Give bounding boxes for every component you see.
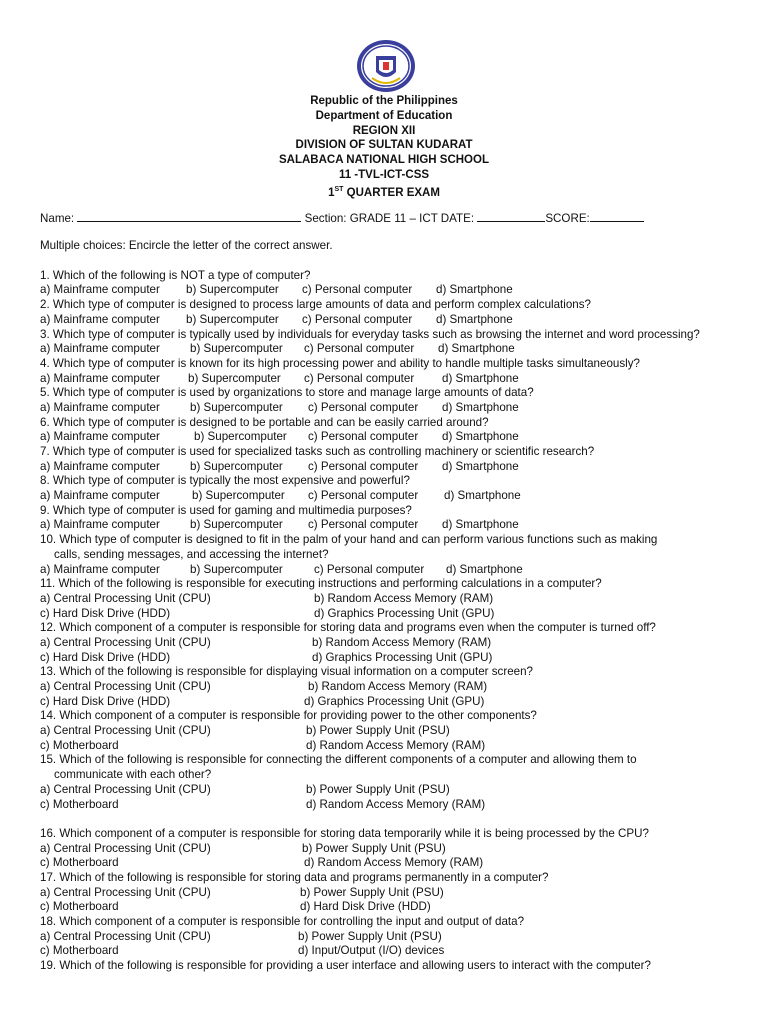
score-label: SCORE:	[545, 212, 590, 225]
question-7: 7. Which type of computer is used for specialized tasks such as controlling machinery or scientific research?	[40, 445, 595, 459]
choice-b[interactable]: b) Power Supply Unit (PSU)	[306, 782, 450, 796]
choices-13-ab	[40, 680, 732, 695]
question-8: 8. Which type of computer is typically the most expensive and powerful?	[40, 474, 410, 488]
choice-d[interactable]: d) Smartphone	[442, 400, 519, 414]
choice-b[interactable]: b) Supercomputer	[190, 400, 283, 414]
question-13: 13. Which of the following is responsible for displaying visual information on a computer screen?	[40, 665, 533, 679]
choices-17-cd	[40, 900, 732, 915]
choices-13-cd	[40, 695, 732, 710]
choice-d[interactable]: d) Smartphone	[442, 371, 519, 385]
choice-a[interactable]: a) Mainframe computer	[40, 283, 160, 297]
choice-c[interactable]: c) Personal computer	[304, 342, 415, 356]
choices-15-cd	[40, 798, 732, 813]
choices-7	[40, 460, 732, 475]
choice-d[interactable]: d) Smartphone	[442, 459, 519, 473]
question-5: 5. Which type of computer is used by organizations to store and manage large amounts of data?	[40, 386, 534, 400]
choices-9	[40, 518, 732, 533]
choice-c[interactable]: c) Personal computer	[308, 489, 419, 503]
exam-title: 1ST QUARTER EXAM	[328, 185, 440, 199]
choice-d[interactable]: d) Graphics Processing Unit (GPU)	[314, 606, 495, 620]
choice-b[interactable]: b) Power Supply Unit (PSU)	[306, 724, 450, 738]
choice-c[interactable]: c) Personal computer	[302, 312, 413, 326]
choice-b[interactable]: b) Supercomputer	[188, 371, 281, 385]
choice-a[interactable]: a) Central Processing Unit (CPU)	[40, 724, 211, 738]
choices-2	[40, 313, 732, 328]
choice-b[interactable]: b) Random Access Memory (RAM)	[308, 680, 488, 694]
name-blank[interactable]	[77, 210, 301, 222]
choice-a[interactable]: a) Mainframe computer	[40, 459, 160, 473]
choice-c[interactable]: c) Personal computer	[308, 400, 419, 414]
choice-d[interactable]: d) Random Access Memory (RAM)	[306, 797, 486, 811]
choices-16-cd	[40, 856, 732, 871]
choice-a[interactable]: a) Mainframe computer	[40, 562, 160, 576]
question-2: 2. Which type of computer is designed to process large amounts of data and perform complex calculations?	[40, 298, 591, 312]
choice-a[interactable]: a) Central Processing Unit (CPU)	[40, 680, 211, 694]
question-6: 6. Which type of computer is designed to be portable and can be easily carried around?	[40, 415, 489, 429]
question-12: 12. Which component of a computer is responsible for storing data and programs even when the computer is turned off?	[40, 621, 656, 635]
choice-b[interactable]: b) Supercomputer	[190, 342, 283, 356]
choice-d[interactable]: d) Smartphone	[442, 430, 519, 444]
name-label: Name:	[40, 212, 75, 225]
choice-c[interactable]: c) Hard Disk Drive (HDD)	[40, 650, 171, 664]
choices-16-ab	[40, 842, 732, 857]
choice-d[interactable]: d) Random Access Memory (RAM)	[306, 738, 486, 752]
department-line: Department of Education	[315, 109, 453, 122]
choice-b[interactable]: b) Power Supply Unit (PSU)	[302, 841, 446, 855]
choice-b[interactable]: b) Random Access Memory (RAM)	[314, 591, 494, 605]
school-line: SALABACA NATIONAL HIGH SCHOOL	[279, 154, 489, 167]
date-blank[interactable]	[477, 210, 545, 222]
question-17: 17. Which of the following is responsible for storing data and programs permanently in a computer?	[40, 871, 549, 885]
choices-18-ab	[40, 930, 732, 945]
choice-c[interactable]: c) Personal computer	[302, 283, 413, 297]
choice-b[interactable]: b) Supercomputer	[190, 518, 283, 532]
division-line: DIVISION OF SULTAN KUDARAT	[295, 139, 473, 152]
choices-18-cd	[40, 944, 732, 959]
student-info-line	[40, 210, 732, 225]
question-11: 11. Which of the following is responsible for executing instructions and performing calculations in a computer?	[40, 577, 602, 591]
question-15: 15. Which of the following is responsible for connecting the different components of a computer and allowing them to communicate with each other?	[40, 753, 637, 782]
choices-5	[40, 401, 732, 416]
exam-body	[40, 210, 732, 974]
choice-c[interactable]: c) Personal computer	[308, 430, 419, 444]
choice-b[interactable]: b) Power Supply Unit (PSU)	[300, 885, 444, 899]
choice-a[interactable]: a) Central Processing Unit (CPU)	[40, 635, 211, 649]
strand-line: 11 -TVL-ICT-CSS	[338, 168, 430, 181]
choice-c[interactable]: c) Motherboard	[40, 856, 119, 870]
section-label: Section: GRADE 11 – ICT DATE:	[304, 212, 475, 225]
choices-15-ab	[40, 783, 732, 798]
choice-a[interactable]: a) Central Processing Unit (CPU)	[40, 885, 211, 899]
choice-b[interactable]: b) Supercomputer	[192, 489, 285, 503]
choice-c[interactable]: c) Personal computer	[314, 562, 425, 576]
choice-b[interactable]: b) Power Supply Unit (PSU)	[298, 929, 442, 943]
choices-8	[40, 489, 732, 504]
choices-4	[40, 372, 732, 387]
choice-c[interactable]: c) Motherboard	[40, 738, 119, 752]
question-4: 4. Which type of computer is known for its high processing power and ability to handle multiple tasks simultaneously?	[40, 356, 640, 370]
choice-b[interactable]: b) Supercomputer	[186, 312, 279, 326]
choices-1	[40, 283, 732, 298]
choice-d[interactable]: d) Smartphone	[446, 562, 523, 576]
question-3: 3. Which type of computer is typically used by individuals for everyday tasks such as browsing the internet and word processing?	[40, 327, 700, 341]
instructions: Multiple choices: Encircle the letter of the correct answer.	[40, 239, 333, 253]
choice-d[interactable]: d) Input/Output (I/O) devices	[298, 944, 445, 958]
choices-12-ab	[40, 636, 732, 651]
choice-a[interactable]: a) Central Processing Unit (CPU)	[40, 841, 211, 855]
choices-3	[40, 342, 732, 357]
choices-11-cd	[40, 607, 732, 622]
choice-d[interactable]: d) Graphics Processing Unit (GPU)	[312, 650, 493, 664]
choice-c[interactable]: c) Personal computer	[304, 371, 415, 385]
choice-a[interactable]: a) Mainframe computer	[40, 430, 160, 444]
choice-c[interactable]: c) Personal computer	[308, 518, 419, 532]
choice-d[interactable]: d) Smartphone	[438, 342, 515, 356]
choice-a[interactable]: a) Mainframe computer	[40, 342, 160, 356]
choice-d[interactable]: d) Smartphone	[444, 489, 521, 503]
question-9: 9. Which type of computer is used for gaming and multimedia purposes?	[40, 503, 412, 517]
choice-c[interactable]: c) Hard Disk Drive (HDD)	[40, 694, 171, 708]
choice-b[interactable]: b) Supercomputer	[190, 459, 283, 473]
question-16: 16. Which component of a computer is responsible for storing data temporarily while it is being processed by the CPU?	[40, 826, 649, 840]
choice-c[interactable]: c) Personal computer	[308, 459, 419, 473]
choice-a[interactable]: a) Mainframe computer	[40, 518, 160, 532]
question-18: 18. Which component of a computer is responsible for controlling the input and output of data?	[40, 915, 525, 929]
deped-seal-logo	[354, 38, 418, 94]
choice-a[interactable]: a) Mainframe computer	[40, 400, 160, 414]
choices-14-ab	[40, 724, 732, 739]
choice-a[interactable]: a) Mainframe computer	[40, 489, 160, 503]
choice-d[interactable]: d) Smartphone	[436, 312, 513, 326]
choices-17-ab	[40, 886, 732, 901]
choices-14-cd	[40, 739, 732, 754]
choices-11-ab	[40, 592, 732, 607]
score-blank[interactable]	[590, 210, 644, 222]
choice-c[interactable]: c) Motherboard	[40, 900, 119, 914]
choices-10	[40, 563, 732, 578]
choice-a[interactable]: a) Central Processing Unit (CPU)	[40, 929, 211, 943]
question-1: 1. Which of the following is NOT a type of computer?	[40, 268, 311, 282]
region-line: REGION XII	[352, 124, 416, 137]
choice-b[interactable]: b) Supercomputer	[194, 430, 287, 444]
choice-a[interactable]: a) Mainframe computer	[40, 371, 160, 385]
choice-d[interactable]: d) Hard Disk Drive (HDD)	[300, 900, 431, 914]
choices-12-cd	[40, 651, 732, 666]
exam-header	[0, 94, 768, 200]
choice-a[interactable]: a) Mainframe computer	[40, 312, 160, 326]
choice-d[interactable]: d) Smartphone	[436, 283, 513, 297]
choice-b[interactable]: b) Supercomputer	[186, 283, 279, 297]
choices-6	[40, 430, 732, 445]
choice-a[interactable]: a) Central Processing Unit (CPU)	[40, 782, 211, 796]
choice-c[interactable]: c) Motherboard	[40, 944, 119, 958]
choice-d[interactable]: d) Random Access Memory (RAM)	[304, 856, 484, 870]
question-14: 14. Which component of a computer is responsible for providing power to the other components?	[40, 709, 537, 723]
choice-a[interactable]: a) Central Processing Unit (CPU)	[40, 591, 211, 605]
choice-b[interactable]: b) Supercomputer	[190, 562, 283, 576]
choice-d[interactable]: d) Graphics Processing Unit (GPU)	[304, 694, 485, 708]
choice-d[interactable]: d) Smartphone	[442, 518, 519, 532]
question-19: 19. Which of the following is responsible for providing a user interface and allowing users to interact with the computer?	[40, 959, 651, 973]
republic-line: Republic of the Philippines	[310, 95, 458, 107]
choice-b[interactable]: b) Random Access Memory (RAM)	[312, 635, 492, 649]
question-10: 10. Which type of computer is designed to fit in the palm of your hand and can perform various functions such as making calls, sending messages, and accessing the internet?	[40, 533, 658, 561]
choice-c[interactable]: c) Hard Disk Drive (HDD)	[40, 606, 171, 620]
choice-c[interactable]: c) Motherboard	[40, 797, 119, 811]
